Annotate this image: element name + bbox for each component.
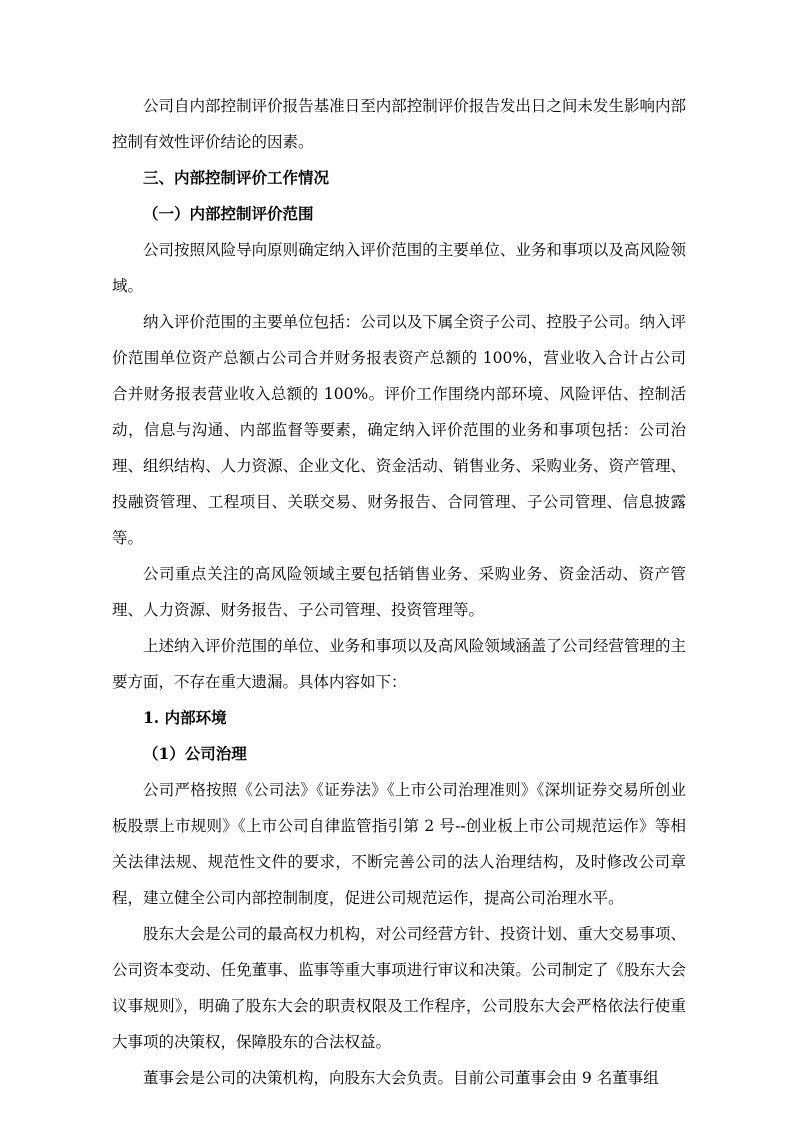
paragraph-scope-principle: 公司按照风险导向原则确定纳入评价范围的主要单位、业务和事项以及高风险领域。 xyxy=(112,241,686,295)
section-heading-3: 三、内部控制评价工作情况 xyxy=(143,168,330,187)
paragraph-scope-units: 纳入评价范围的主要单位包括：公司以及下属全资子公司、控股子公司。纳入评价范围单位资产总额占公司合并财务报表资产总额的 100%，营业收入合计占公司合并财务报表营业收入总额的 100%。评价工作围绕内部环境、风险评估、控制活动，信息与沟通、内部监督等要素，确定纳入评价范围的业务和事项包括：公司治理、组织结构、人力资源、企业文化、资金活动、销售业务、采购业务、资产管理、投融资管理、工程项目、关联交易、财务报告、合同管理、子公司管理、信息披露等。 xyxy=(112,313,686,547)
subsection-heading-corporate-governance: （1）公司治理 xyxy=(143,744,247,763)
numbered-heading-internal-environment: 1. 内部环境 xyxy=(143,708,227,727)
document-body xyxy=(112,88,686,1096)
subsection-heading-1: （一）内部控制评价范围 xyxy=(143,204,314,223)
paragraph-high-risk-areas: 公司重点关注的高风险领域主要包括销售业务、采购业务、资金活动、资产管理、人力资源、财务报告、子公司管理、投资管理等。 xyxy=(112,565,686,619)
paragraph-shareholders-meeting: 股东大会是公司的最高权力机构，对公司经营方针、投资计划、重大交易事项、公司资本变动、任免董事、监事等重大事项进行审议和决策。公司制定了《股东大会议事规则》，明确了股东大会的职责权限及工作程序，公司股东大会严格依法行使重大事项的决策权，保障股东的合法权益。 xyxy=(112,925,686,1051)
paragraph-governance-laws: 公司严格按照《公司法》《证券法》《上市公司治理准则》《深圳证券交易所创业板股票上市规则》《上市公司自律监管指引第 2 号--创业板上市公司规范运作》等相关法律法规、规范性文件的要求，不断完善公司的法人治理结构，及时修改公司章程，建立健全公司内部控制制度，促进公司规范运作，提高公司治理水平。 xyxy=(112,781,686,907)
paragraph-scope-summary: 上述纳入评价范围的单位、业务和事项以及高风险领域涵盖了公司经营管理的主要方面，不存在重大遗漏。具体内容如下： xyxy=(112,637,686,691)
paragraph-board-of-directors: 董事会是公司的决策机构，向股东大会负责。目前公司董事会由 9 名董事组 xyxy=(143,1069,659,1087)
paragraph-intro: 公司自内部控制评价报告基准日至内部控制评价报告发出日之间未发生影响内部控制有效性评价结论的因素。 xyxy=(112,97,686,151)
